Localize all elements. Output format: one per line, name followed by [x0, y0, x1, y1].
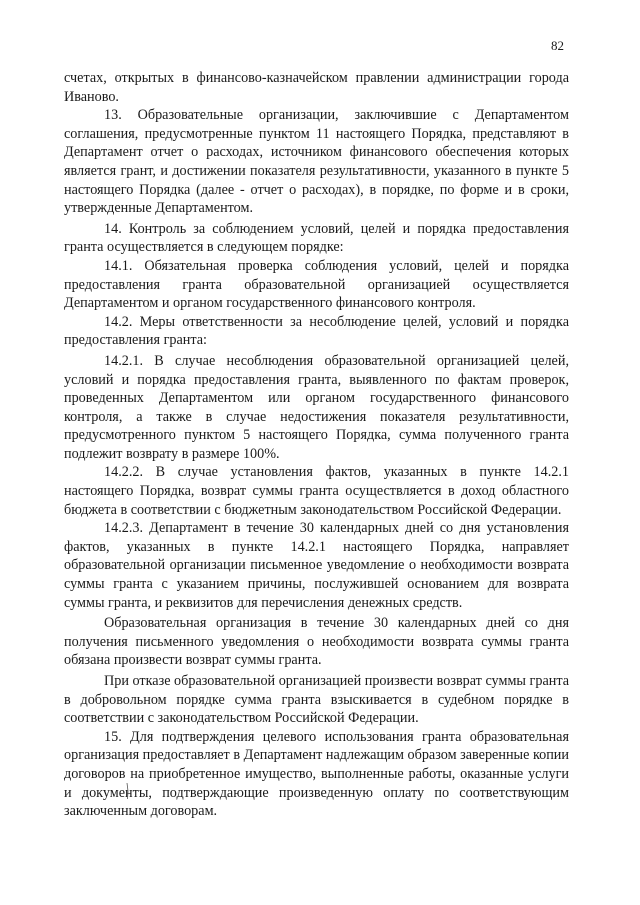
paragraph-14-2: 14.2. Меры ответственности за несоблюдение целей, условий и порядка предоставления гранта:	[64, 313, 569, 349]
paragraph-15: 15. Для подтверждения целевого использования гранта образовательная организация предоставляет в Департамент надлежащим образом заверенные копии договоров на приобретенное имущество, выполненные работы, оказанные услуги и документы, подтверждающие произведенную оплату по соответствующим заключенным договорам.	[64, 728, 569, 820]
paragraph-continuation: счетах, открытых в финансово-казначейском правлении администрации города Иваново.	[64, 70, 569, 105]
paragraph-refund-deadline: Образовательная организация в течение 30 календарных дней со дня получения письменного уведомления о необходимости возврата суммы гранта обязана произвести возврат суммы гранта.	[64, 615, 569, 669]
paragraph-14-1: 14.1. Обязательная проверка соблюдения условий, целей и порядка предоставления гранта образовательной организацией осуществляется Департаментом и органом государственного финансового контроля.	[64, 257, 569, 312]
paragraph-14-2-2: 14.2.2. В случае установления фактов, указанных в пункте 14.2.1 настоящего Порядка, возврат суммы гранта осуществляется в доход областного бюджета в соответствии с бюджетным законодательством Российской Федерации.	[64, 464, 569, 518]
paragraph-14: 14. Контроль за соблюдением условий, целей и порядка предоставления гранта осуществляется в следующем порядке:	[64, 220, 569, 256]
page-number: 82	[551, 38, 564, 53]
paragraph-refusal: При отказе образовательной организацией произвести возврат суммы гранта в добровольном порядке сумма гранта взыскивается в судебном порядке в соответствии с законодательством Российской Федерации.	[64, 673, 569, 727]
paragraph-14-2-3: 14.2.3. Департамент в течение 30 календарных дней со дня установления фактов, указанных в пункте 14.2.1 настоящего Порядка, направляет образовательной организации письменное уведомление о необходимости возврата суммы гранта с указанием причины, послужившей основанием для возврата суммы гранта, и реквизитов для перечисления денежных средств.	[64, 520, 569, 611]
paragraph-13: 13. Образовательные организации, заключившие с Департаментом соглашения, предусмотренные пунктом 11 настоящего Порядка, представляют в Департамент отчет о расходах, источником финансового обеспечения которых является грант, и достижении показателя результативности, указанного в пункте 5 настоящего Порядка (далее - отчет о расходах), в порядке, по форме и в сроки, утвержденные Департаментом.	[64, 107, 569, 217]
document-body	[64, 69, 569, 821]
paragraph-14-2-1: 14.2.1. В случае несоблюдения образовательной организацией целей, условий и порядка предоставления гранта, выявленного по фактам проверок, проведенных Департаментом или органом государственного финансового контроля, а также в случае недостижения показателя результативности, предусмотренного пунктом 5 настоящего Порядка, сумма полученного гранта подлежит возврату в размере 100%.	[64, 352, 569, 462]
scan-mark	[126, 783, 129, 799]
